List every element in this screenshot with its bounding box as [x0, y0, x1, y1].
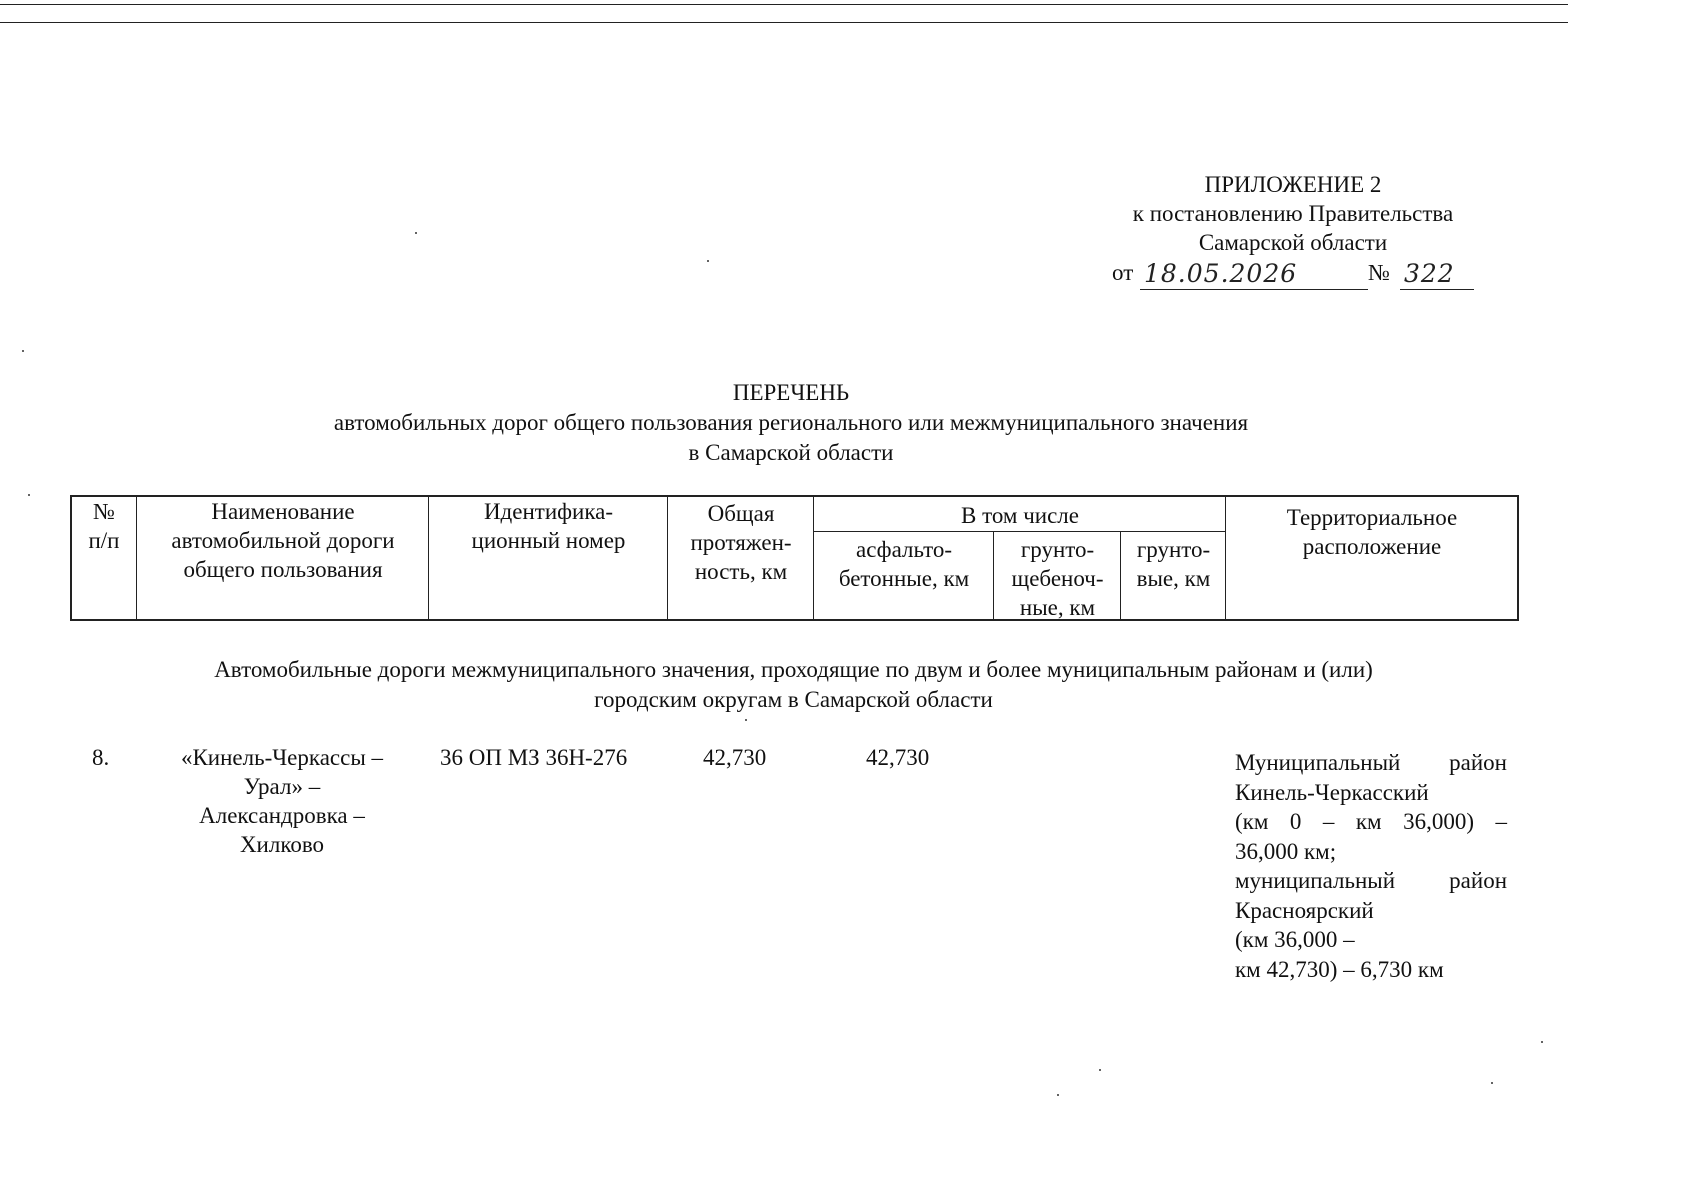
table-header — [70, 495, 1519, 624]
date-underline — [1140, 289, 1368, 290]
header-name-line: Наименование — [211, 499, 355, 524]
scan-speck — [1057, 1094, 1059, 1096]
road-name-line: «Кинель-Черкассы – — [180, 745, 384, 770]
scan-speck — [1491, 1082, 1493, 1084]
header-asphalt-line: бетонные, км — [838, 566, 970, 591]
header-border-right — [1517, 495, 1519, 621]
territory-line: 36,000 км; — [1235, 838, 1337, 864]
section-heading — [0, 655, 1587, 715]
scan-speck — [28, 494, 30, 496]
header-num — [72, 497, 136, 555]
header-ground-line: вые, км — [1136, 566, 1211, 591]
row-territory — [1235, 748, 1507, 984]
header-length-line: протяжен- — [690, 530, 792, 555]
road-name-line: Александровка – — [199, 803, 365, 828]
header-num-line: п/п — [88, 528, 120, 553]
header-gravel-line: ные, км — [1019, 595, 1096, 620]
row-id-number: 36 ОП МЗ 36Н-276 — [440, 745, 628, 770]
header-id-line: Идентифика- — [483, 499, 614, 524]
section-line-1: Автомобильные дороги межмуниципального значения, проходящие по двум и более муниципальным районам и (или) — [214, 657, 1373, 682]
header-asphalt — [815, 535, 993, 593]
number-underline — [1400, 289, 1474, 290]
header-border-bottom — [70, 619, 1519, 621]
scan-speck — [707, 260, 709, 262]
scan-border-second — [0, 22, 1568, 23]
header-name-line: автомобильной дороги — [171, 528, 395, 553]
territory-line: Кинель-Черкасский — [1235, 779, 1429, 805]
territory-line: (км 36,000 – — [1235, 927, 1355, 952]
header-gravel — [995, 535, 1120, 622]
header-name — [138, 497, 428, 584]
road-name-line: Хилково — [239, 832, 325, 857]
scan-speck — [1099, 1069, 1101, 1071]
header-divider-4 — [813, 495, 814, 621]
header-border-sub — [814, 531, 1226, 532]
territory-line: Красноярский — [1235, 897, 1374, 923]
date-label: от — [1112, 260, 1134, 285]
appendix-line-2: Самарской области — [1198, 230, 1388, 255]
document-title — [0, 378, 1582, 468]
header-gravel-line: грунто- — [1020, 537, 1095, 562]
header-name-line: общего пользования — [183, 557, 383, 582]
header-territory — [1227, 503, 1517, 561]
row-total-length: 42,730 — [703, 745, 767, 770]
territory-line: (км 0 – км 36,000) – — [1235, 809, 1507, 834]
header-length-line: ность, км — [694, 559, 788, 584]
territory-line: Муниципальный район — [1235, 750, 1507, 775]
row-num: 8. — [92, 745, 110, 770]
appendix-title: ПРИЛОЖЕНИЕ 2 — [1204, 172, 1382, 197]
header-length-line: Общая — [707, 501, 775, 526]
title-line-2: в Самарской области — [688, 440, 894, 465]
header-divider-7 — [1225, 495, 1226, 621]
scan-border-top — [0, 4, 1568, 5]
row-road-name — [152, 743, 412, 859]
header-divider-6 — [1120, 531, 1121, 621]
number-label: № — [1368, 260, 1390, 285]
header-id-line: ционный номер — [471, 528, 626, 553]
header-num-line: № — [93, 499, 115, 524]
header-territory-line: Территориальное — [1286, 505, 1458, 530]
road-name-line: Урал» – — [243, 774, 321, 799]
header-divider-3 — [667, 495, 668, 621]
scan-speck — [415, 232, 417, 234]
header-length — [669, 499, 813, 586]
header-asphalt-line: асфальто- — [855, 537, 952, 562]
header-ground — [1122, 535, 1225, 593]
scan-speck — [1541, 1041, 1543, 1043]
date-handwritten: 18.05.2026 — [1144, 259, 1298, 288]
header-gravel-line: щебеноч- — [1011, 566, 1104, 591]
title-line-1: автомобильных дорог общего пользования регионального или межмуниципального значения — [333, 410, 1249, 435]
title-main: ПЕРЕЧЕНЬ — [732, 380, 850, 405]
header-ground-line: грунто- — [1136, 537, 1211, 562]
header-divider-1 — [136, 495, 137, 621]
header-divider-2 — [428, 495, 429, 621]
section-line-2: городским округам в Самарской области — [594, 687, 993, 712]
number-handwritten: 322 — [1404, 259, 1455, 288]
territory-line: км 42,730) – 6,730 км — [1235, 956, 1444, 982]
appendix-line-1: к постановлению Правительства — [1132, 201, 1454, 226]
header-including: В том числе — [961, 503, 1079, 528]
appendix-date-number — [1112, 258, 1474, 292]
header-territory-line: расположение — [1302, 534, 1442, 559]
header-id — [430, 497, 667, 555]
header-divider-5 — [993, 531, 994, 621]
row-asphalt-length: 42,730 — [866, 745, 930, 770]
appendix-block — [1100, 170, 1486, 257]
scan-speck — [745, 719, 747, 721]
territory-line: муниципальный район — [1235, 868, 1507, 893]
scan-speck — [22, 350, 24, 352]
